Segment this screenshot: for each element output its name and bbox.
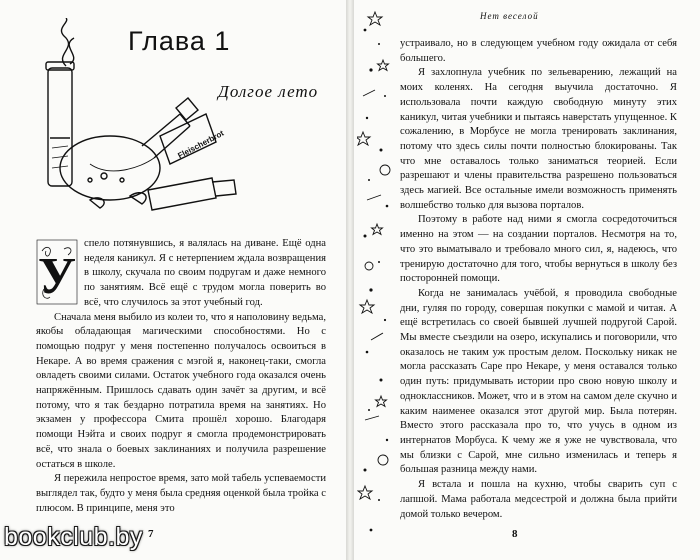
paragraph: Я захлопнула учебник по зельеварению, лежащий на моих коленях. На сегодня выучила достаточно. Я использовала почти каждую свободную минуту этих каникул, читая учебники и пытаясь наверстать упущенное. К сожалению, в Морбусе не могла тренировать заклинания, потому что здесь силы почти полностью блокированы. Так что мне оставалось только заниматься теорией. Если разрешают и члены правительства разрешено пользоваться здесь магией. Все остальные имели возможность применять волшебство только для вызова порталов. bbox=[400, 67, 677, 211]
page-number-right: 8 bbox=[512, 528, 518, 540]
paragraph: Я пережила непростое время, зато мой табель успеваемости выглядел так, будто у меня была средняя оценкой была тройка с плюсом. В принципе, меня это bbox=[36, 473, 326, 514]
chapter-title: Глава 1 bbox=[128, 26, 231, 56]
left-text-column bbox=[36, 237, 326, 516]
site-watermark: bookclub.by bbox=[4, 523, 143, 551]
starry-margin-decoration bbox=[357, 0, 397, 560]
right-text-column bbox=[400, 37, 677, 522]
paragraph: Когда не занималась учёбой, я проводила свободные дни, гуляя по городу, совершая покупки с мамой и читая. А ещё встретилась со своей бывшей лучшей подругой Сарой. Мы вместе съездили на озеро, искупались и поговорили, что оказалось не таким уж простым делом. Поскольку никак не могла рассказать Саре про Некаре, у меня оставался только один путь: придумывать истории про свою новую школу и одноклассников. Может, что и в этом на самом деле скучно и каким наименее оказался этот другой мир. Была потерян. Вместо этого рассказала про то, что учусь в одном из интернатов Морбуса. К чему же я уже не чувствовала, что мы близки с Сарой, мне сильно изменилась и теперь я большая разница между нами. bbox=[400, 287, 677, 476]
paragraph: устраивало, но в следующем учебном году ожидала от себя большего. bbox=[400, 38, 677, 64]
paragraph: Сначала меня выбило из колеи то, что я наполовину ведьма, якобы обладающая магическими способностями. Но с помощью подруг у меня постепенно получалось освоиться в Некаре. А во время сражения с мэгой я, наконец-таки, смогла овладеть своими силами. Остаток учебного года оказался очень напряжённым. Пришлось сдавать один зачёт за другим, и всё потому, что я так бездарно потратила время на занятиях. Но экзамен у профессора Смита прошёл хорошо. Благодаря помощи Нэйта и своих подруг я смогла продемонстрировать всё, что знала о боевых заклинаниях и получила разрешение остаться в школе. bbox=[36, 311, 326, 470]
illustration-label: Fleischerbrot bbox=[176, 128, 226, 161]
running-head: Нет веселой bbox=[480, 11, 539, 21]
page-number-left: 7 bbox=[148, 528, 154, 540]
paragraph: Я встала и пошла на кухню, чтобы сварить суп с лапшой. Мама работала медсестрой и должна была прийти домой только вечером. bbox=[400, 479, 677, 520]
paragraph: спело потянувшись, я валялась на диване. Ещё одна неделя каникул. Я с нетерпением ждала возвращения в школу, скучала по своим подругам и даже немного по занятиям. Всё ещё с трудом могла поверить во всё, что случилось за этот учебный год. bbox=[84, 238, 326, 308]
ornate-dropcap bbox=[36, 239, 78, 305]
paragraph: Поэтому в работе над ними я смогла сосредоточиться именно на этом — на создании порталов. Несмотря на то, что это выматывало и требовало много сил, я, надеюсь, что тренирую достаточно для того, чтобы вернуться в школу без посторонней помощи. bbox=[400, 214, 677, 285]
book-spine bbox=[346, 0, 354, 560]
chapter-subtitle: Долгое лето bbox=[218, 82, 319, 101]
dropcap-letter: У bbox=[37, 248, 77, 305]
